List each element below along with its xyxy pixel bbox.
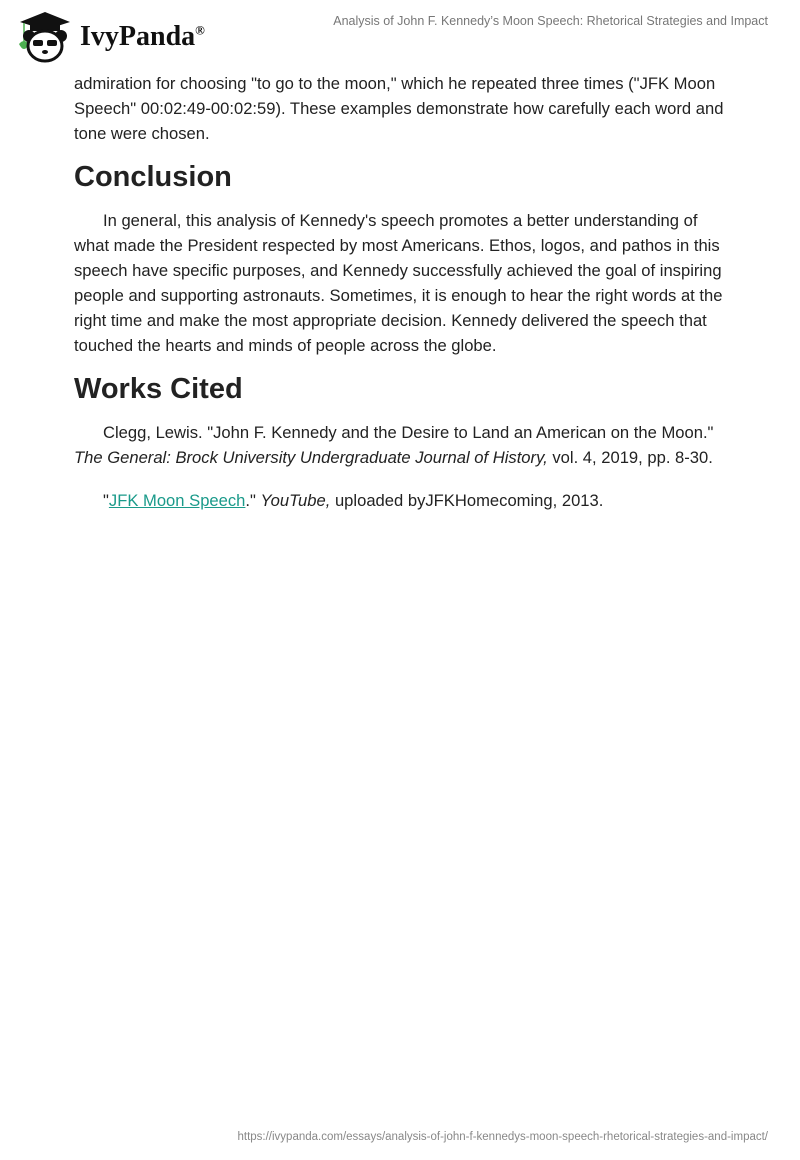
conclusion-paragraph: In general, this analysis of Kennedy's speech promotes a better understanding of what made the President respected by most Americans. Ethos, logos, and pathos in this speech have specific purposes, and Kennedy successfully achieved the goal of inspiring people and supporting astronauts. Sometimes, it is enough to hear the right words at the right time and make the most appropriate decision. Kennedy delivered the speech that touched the hearts and minds of people across the globe. [74, 211, 723, 355]
quote-close: ." [245, 491, 261, 510]
logo-text: IvyPanda [80, 21, 196, 52]
citation-clegg [74, 420, 734, 470]
quote-open: " [103, 491, 109, 510]
citation-text: Clegg, Lewis. "John F. Kennedy and the Desire to Land an American on the Moon." [103, 423, 714, 442]
document-body [74, 71, 734, 531]
document-title: Analysis of John F. Kennedy’s Moon Speech: Rhetorical Strategies and Impact [333, 14, 768, 28]
conclusion-heading: Conclusion [74, 161, 232, 193]
registered-mark: ® [195, 22, 205, 38]
ivypanda-logo[interactable] [16, 8, 205, 66]
jfk-moon-speech-link[interactable]: JFK Moon Speech [108, 491, 246, 510]
panda-graduate-icon [16, 8, 74, 66]
citation-details: vol. 4, 2019, pp. 8-30. [547, 448, 713, 467]
citation-details: uploaded byJFKHomecoming, 2013. [330, 491, 604, 510]
citation-source: YouTube, [260, 491, 331, 510]
citation-journal: The General: Brock University Undergraduate Journal of History, [74, 448, 548, 467]
works-cited-heading: Works Cited [74, 373, 243, 405]
intro-paragraph: admiration for choosing "to go to the moon," which he repeated three times ("JFK Moon Speech" 00:02:49-00:02:59). These examples demonstrate how carefully each word and tone were chosen. [74, 74, 724, 143]
footer-url[interactable]: https://ivypanda.com/essays/analysis-of-john-f-kennedys-moon-speech-rhetorical-strategies-and-impact/ [237, 1131, 768, 1143]
citation-jfk-speech [74, 488, 734, 513]
